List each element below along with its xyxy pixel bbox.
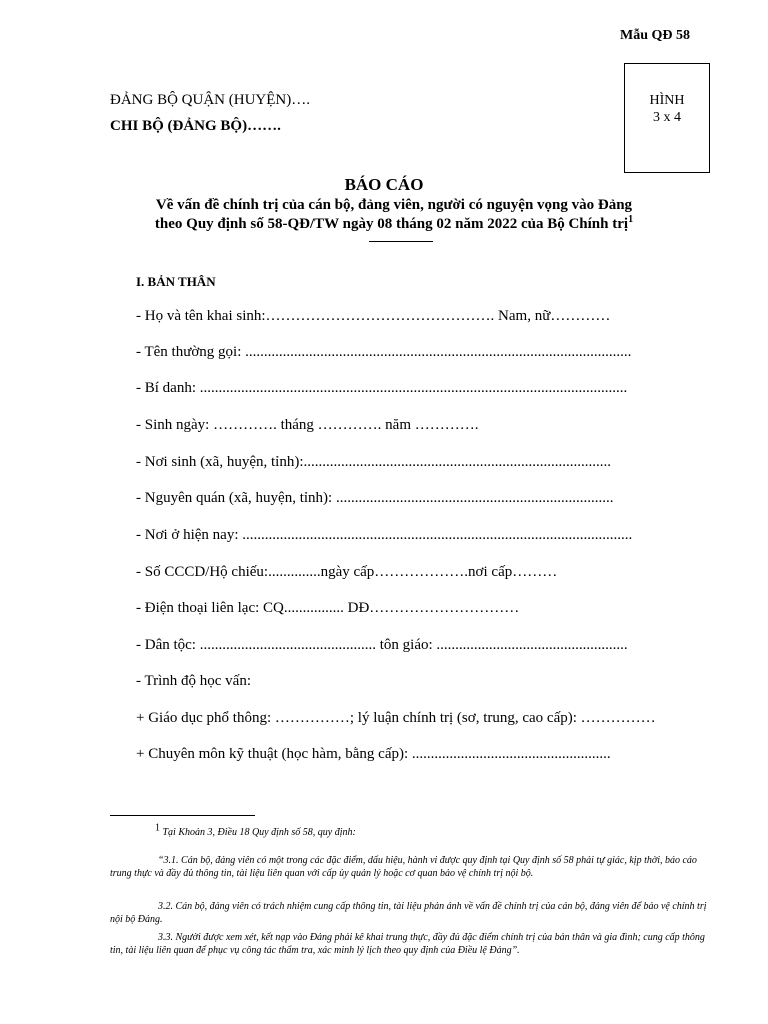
subtitle-line-1: Về vấn đề chính trị của cán bộ, đảng viên, người có nguyện vọng vào Đảng [155, 197, 633, 213]
field-date-of-birth: - Sinh ngày: …………. tháng …………. năm …………. [136, 417, 479, 433]
field-birth-name: - Họ và tên khai sinh:………………………………………. Nam, nữ………… [136, 308, 611, 324]
party-cell-line: CHI BỘ (ĐẢNG BỘ)……. [110, 118, 281, 134]
field-phone: - Điện thoại liên lạc: CQ................ DĐ………………………… [136, 600, 520, 616]
title-divider [369, 241, 433, 242]
field-current-residence: - Nơi ở hiện nay: ........................................................................................................ [136, 527, 633, 543]
footnote-heading-text: Tại Khoản 3, Điều 18 Quy định số 58, quy định: [162, 827, 356, 838]
photo-size: 3 x 4 [653, 110, 681, 125]
footnote-paragraph-1: “3.1. Cán bộ, đảng viên có một trong các đặc điểm, dấu hiệu, hành vi được quy định tại Quy định số 58 phải tự giác, kịp thời, báo cáo trung thực và đầy đủ thông tin, tài liệu liên quan với cấp ủy quản lý hoặc cơ quan bảo vệ chính trị nội bộ. [110, 855, 697, 879]
subtitle-line-2-text: theo Quy định số 58-QĐ/TW ngày 08 tháng 02 năm 2022 của Bộ Chính trị [154, 216, 629, 232]
field-general-education: + Giáo dục phổ thông: ……………; lý luận chính trị (sơ, trung, cao cấp): …………… [136, 710, 656, 726]
footnote-paragraph-3: 3.3. Người được xem xét, kết nạp vào Đảng phải kê khai trung thực, đầy đủ đặc điểm chính trị của bản thân và gia đình; cung cấp thông tin, tài liệu liên quan để phục vụ công tác thẩm tra, xác minh lý lịch theo quy định của Điều lệ Đảng”. [110, 932, 705, 956]
footnote-divider [110, 815, 255, 816]
footnote-number: 1 [155, 822, 160, 834]
field-common-name: - Tên thường gọi: ....................................................................................................... [136, 344, 632, 360]
photo-label: HÌNH [649, 93, 685, 108]
section-title: I. BẢN THÂN [136, 274, 216, 289]
field-id-passport: - Số CCCD/Hộ chiếu:..............ngày cấp……………….nơi cấp……… [136, 564, 558, 580]
footnote-reference: 1 [628, 214, 634, 225]
form-code: Mẫu QĐ 58 [620, 28, 690, 43]
report-subtitle [0, 196, 768, 234]
footnote-heading [155, 822, 356, 838]
field-technical-expertise: + Chuyên môn kỹ thuật (học hàm, bằng cấp): ..................................................... [136, 746, 611, 762]
subtitle-line-2 [0, 215, 768, 234]
party-committee-line: ĐẢNG BỘ QUẬN (HUYỆN)…. [110, 92, 310, 108]
field-education-level: - Trình độ học vấn: [136, 673, 252, 689]
field-ethnicity-religion: - Dân tộc: ............................................... tôn giáo: ................................................... [136, 637, 628, 653]
footnote-paragraph-2: 3.2. Cán bộ, đảng viên có trách nhiệm cung cấp thông tin, tài liệu phản ánh về vấn đề chính trị của cán bộ, đảng viên để bảo vệ chính trị nội bộ Đảng. [110, 901, 707, 925]
photo-placeholder [624, 63, 710, 173]
field-hometown: - Nguyên quán (xã, huyện, tỉnh): .......................................................................... [136, 490, 614, 506]
field-alias: - Bí danh: .................................................................................................................. [136, 380, 628, 396]
field-place-of-birth: - Nơi sinh (xã, huyện, tỉnh):.................................................................................. [136, 454, 611, 470]
report-title: BÁO CÁO [344, 175, 424, 194]
